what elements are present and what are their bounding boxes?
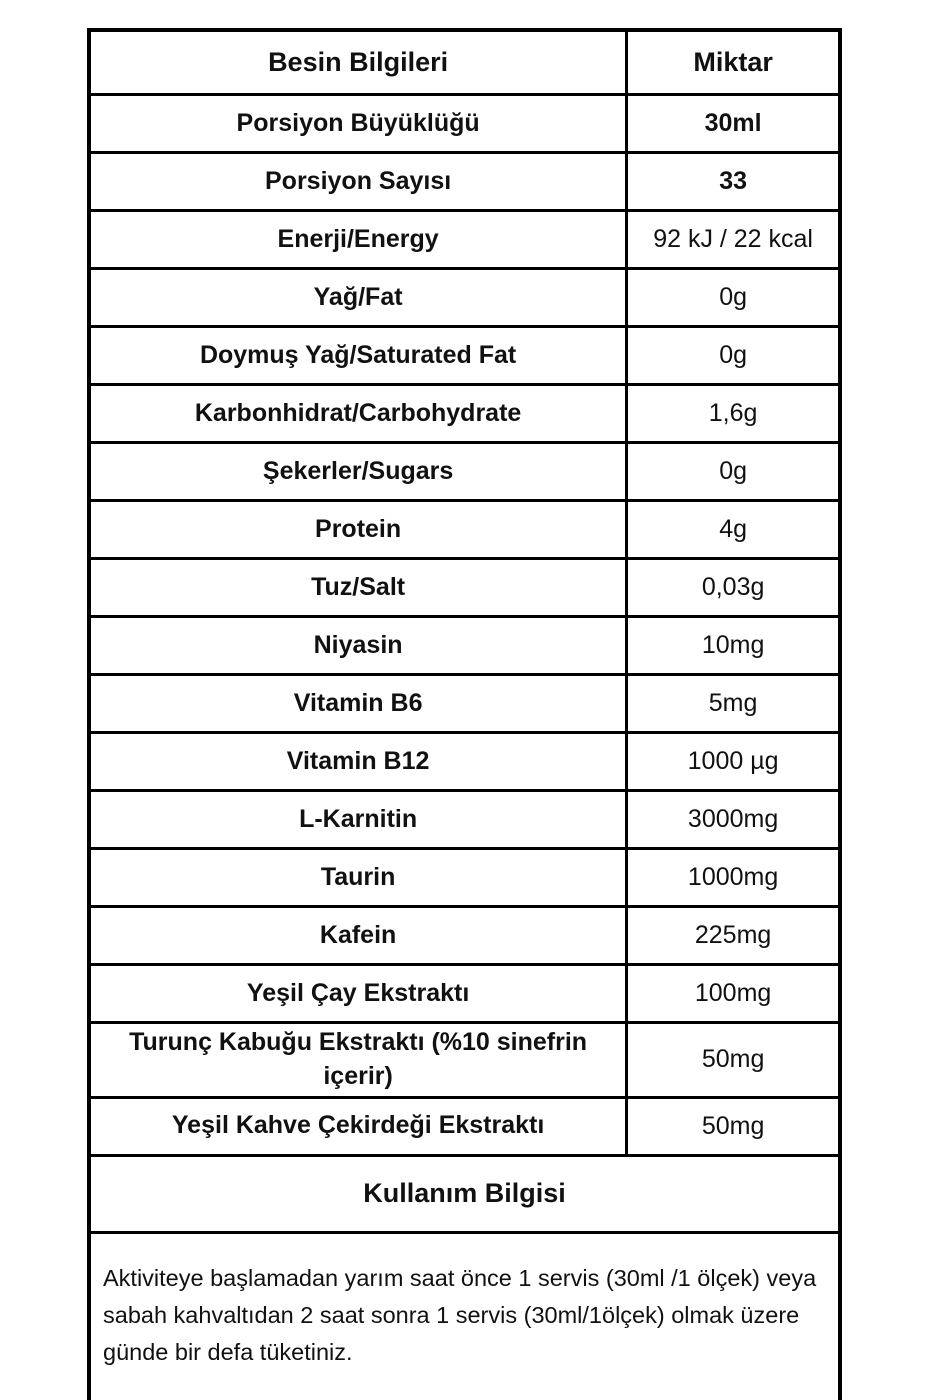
nutrient-label: Enerji/Energy: [89, 211, 627, 269]
table-row: [89, 733, 840, 791]
table-row: [89, 1023, 840, 1098]
column-header-amount: Miktar: [627, 30, 840, 95]
table-row: [89, 385, 840, 443]
table-row: [89, 965, 840, 1023]
usage-text: Aktiviteye başlamadan yarım saat önce 1 servis (30ml /1 ölçek) veya sabah kahvaltıdan 2 saat sonra 1 servis (30ml/1ölçek) olmak üzere günde bir defa tüketiniz.: [89, 1232, 840, 1400]
table-row: [89, 443, 840, 501]
nutrient-amount: 0,03g: [627, 559, 840, 617]
nutrient-amount: 92 kJ / 22 kcal: [627, 211, 840, 269]
nutrient-amount: 4g: [627, 501, 840, 559]
nutrient-amount: 0g: [627, 269, 840, 327]
nutrient-label: Yağ/Fat: [89, 269, 627, 327]
nutrient-amount: 10mg: [627, 617, 840, 675]
column-header-nutrition-info: Besin Bilgileri: [89, 30, 627, 95]
nutrient-label: Karbonhidrat/Carbohydrate: [89, 385, 627, 443]
table-row: [89, 153, 840, 211]
usage-section: [89, 1155, 840, 1400]
nutrient-amount: 3000mg: [627, 791, 840, 849]
usage-title-row: [89, 1155, 840, 1232]
nutrient-label: Doymuş Yağ/Saturated Fat: [89, 327, 627, 385]
table-row: [89, 211, 840, 269]
nutrient-amount: 50mg: [627, 1097, 840, 1155]
nutrient-label: Yeşil Kahve Çekirdeği Ekstraktı: [89, 1097, 627, 1155]
nutrition-facts-table: [87, 28, 842, 1400]
table-row: [89, 559, 840, 617]
nutrient-label: Vitamin B12: [89, 733, 627, 791]
nutrient-label: Turunç Kabuğu Ekstraktı (%10 sinefrin içerir): [89, 1023, 627, 1098]
nutrient-label: Porsiyon Büyüklüğü: [89, 95, 627, 153]
table-row: [89, 617, 840, 675]
nutrient-amount: 1000mg: [627, 849, 840, 907]
table-row: [89, 791, 840, 849]
nutrient-label: Şekerler/Sugars: [89, 443, 627, 501]
nutrient-label: Yeşil Çay Ekstraktı: [89, 965, 627, 1023]
table-row: [89, 849, 840, 907]
nutrient-amount: 0g: [627, 443, 840, 501]
table-row: [89, 95, 840, 153]
nutrition-table-container: [87, 28, 842, 1400]
nutrient-amount: 225mg: [627, 907, 840, 965]
nutrient-amount: 33: [627, 153, 840, 211]
nutrient-amount: 1,6g: [627, 385, 840, 443]
usage-text-row: [89, 1232, 840, 1400]
nutrient-label: Tuz/Salt: [89, 559, 627, 617]
nutrient-amount: 50mg: [627, 1023, 840, 1098]
nutrient-label: L-Karnitin: [89, 791, 627, 849]
nutrient-label: Niyasin: [89, 617, 627, 675]
nutrient-amount: 0g: [627, 327, 840, 385]
nutrient-label: Porsiyon Sayısı: [89, 153, 627, 211]
nutrient-amount: 100mg: [627, 965, 840, 1023]
table-row: [89, 269, 840, 327]
nutrient-label: Taurin: [89, 849, 627, 907]
nutrient-rows: [89, 95, 840, 1156]
nutrient-amount: 5mg: [627, 675, 840, 733]
nutrient-label: Kafein: [89, 907, 627, 965]
nutrient-amount: 1000 µg: [627, 733, 840, 791]
nutrient-label: Protein: [89, 501, 627, 559]
usage-title: Kullanım Bilgisi: [89, 1155, 840, 1232]
nutrient-amount: 30ml: [627, 95, 840, 153]
table-row: [89, 907, 840, 965]
table-row: [89, 501, 840, 559]
nutrient-label: Vitamin B6: [89, 675, 627, 733]
table-row: [89, 1097, 840, 1155]
table-row: [89, 675, 840, 733]
table-header-row: [89, 30, 840, 95]
table-row: [89, 327, 840, 385]
